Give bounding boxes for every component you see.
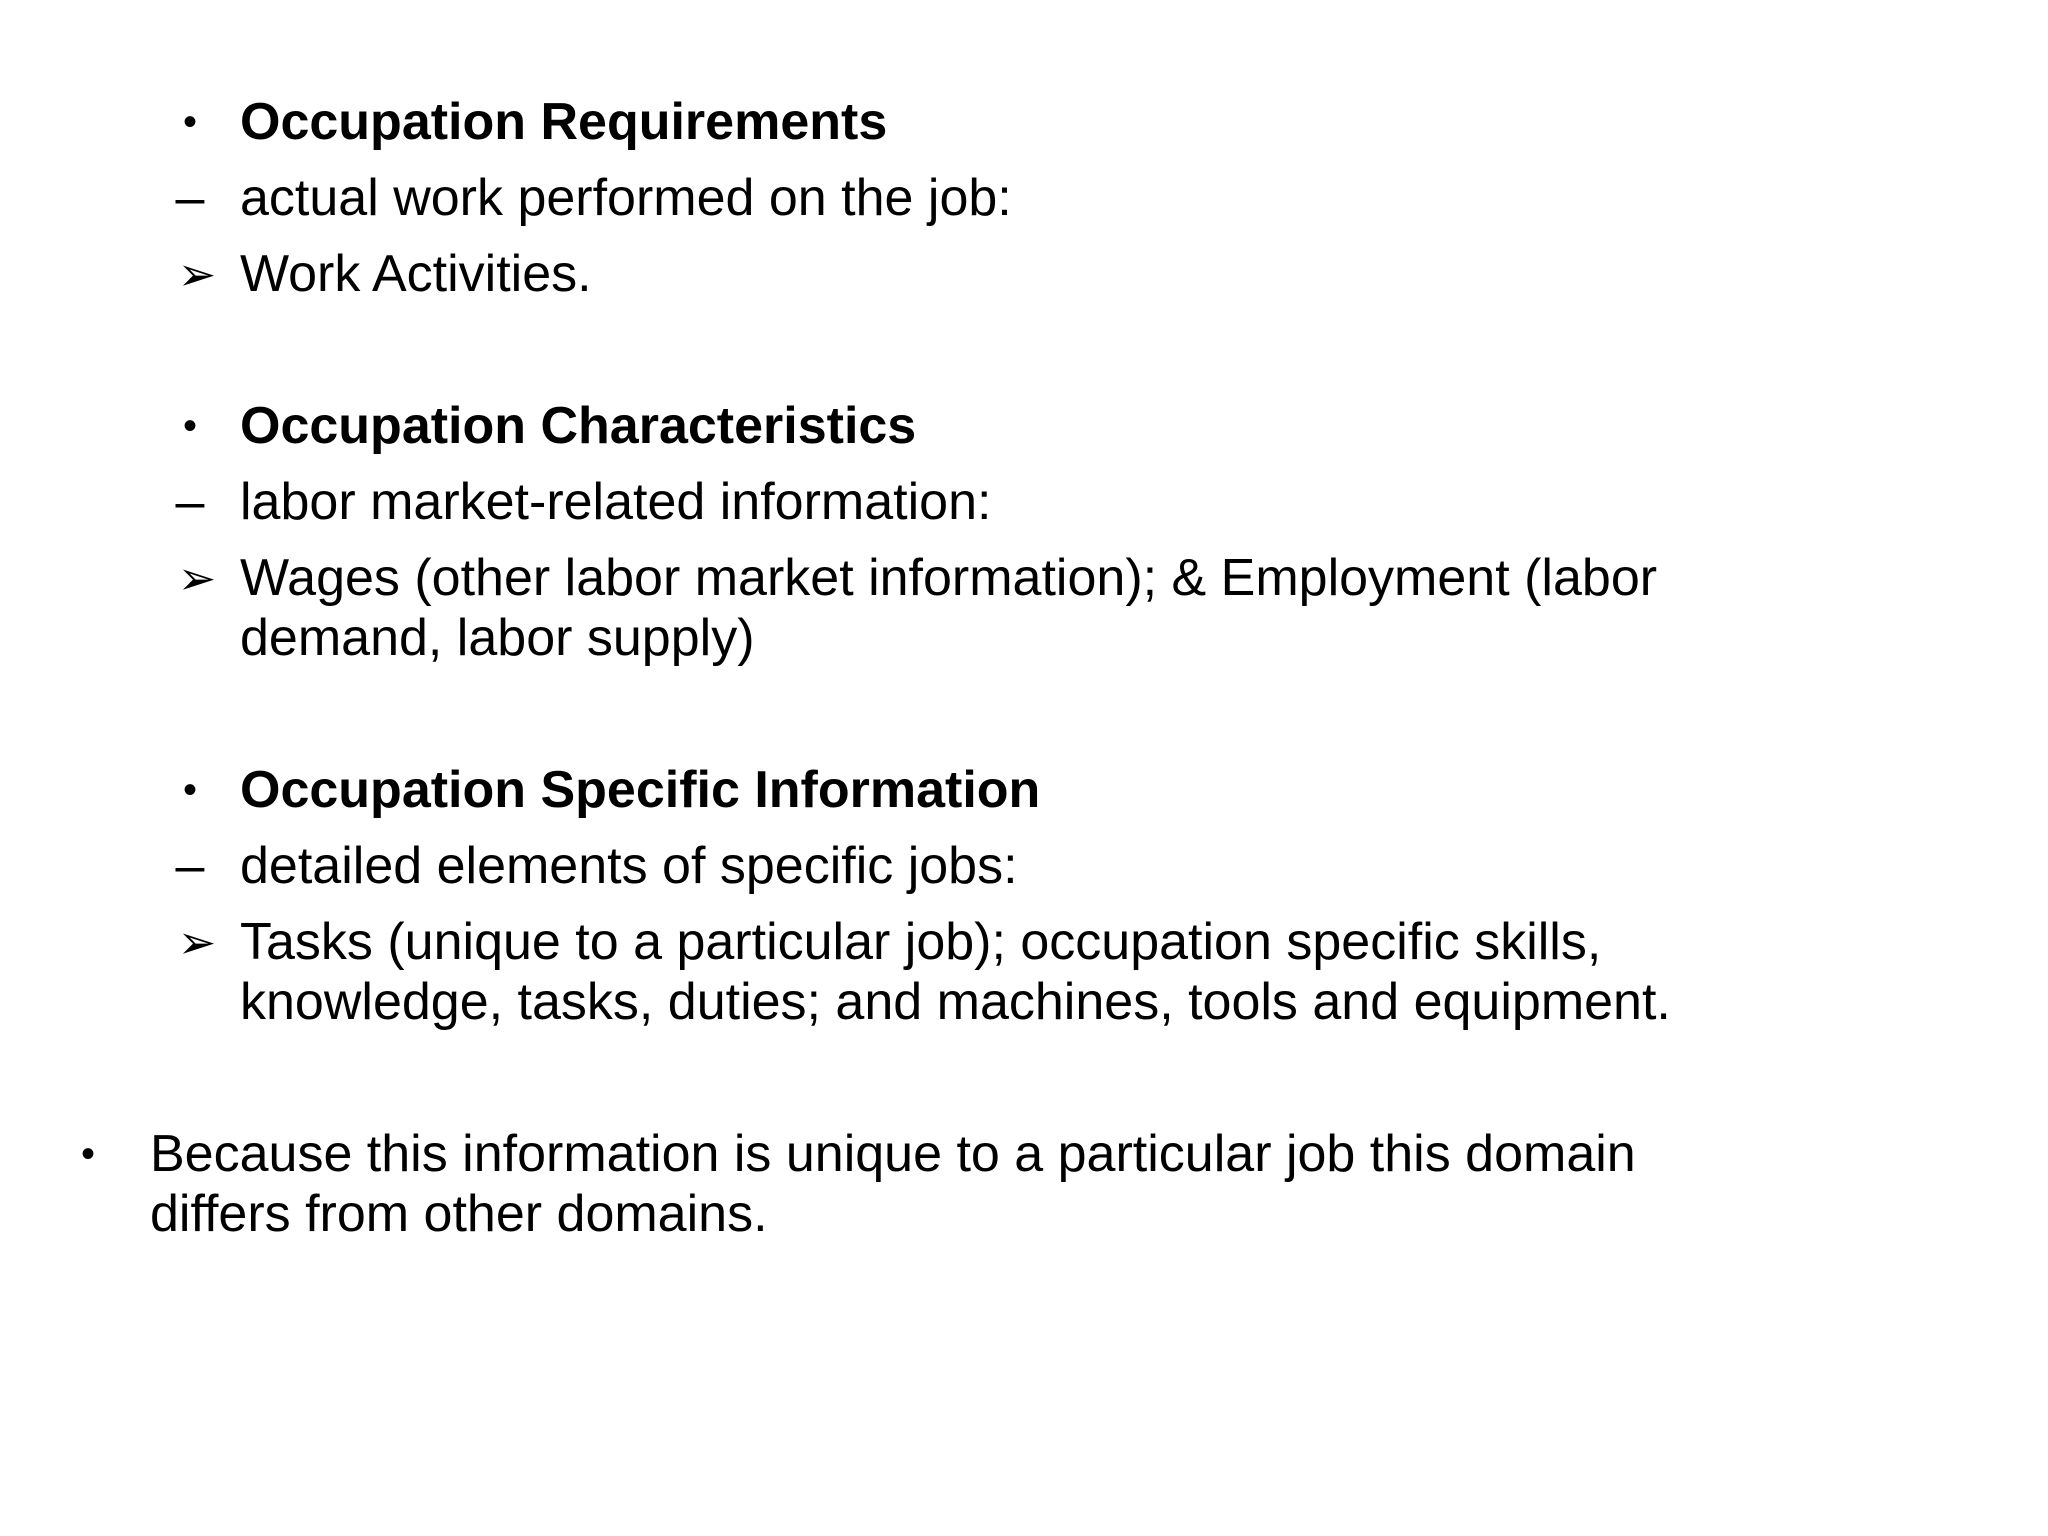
section-2-detail: Wages (other labor market information); & Employment (labor demand, labor supply) [240, 549, 1658, 667]
dash-icon: – [175, 169, 205, 227]
arrow-bullet-icon: ➢ [177, 248, 217, 300]
section-1-detail: Work Activities. [240, 245, 592, 303]
section-2-heading: Occupation Characteristics [240, 397, 917, 455]
dash-icon: – [175, 473, 205, 531]
section-2-description: labor market-related information: [240, 473, 992, 531]
section-3-detail: Tasks (unique to a particular job); occupation specific skills, knowledge, tasks, duties; and machines, tools and equipment. [240, 913, 1671, 1031]
conclusion-text: Because this information is unique to a particular job this domain differs from other domains. [150, 1125, 1636, 1243]
section-1-description: actual work performed on the job: [240, 169, 1012, 227]
section-3-heading: Occupation Specific Information [240, 761, 1041, 819]
section-3-description: detailed elements of specific jobs: [240, 837, 1018, 895]
bullet-icon: • [182, 100, 197, 144]
arrow-bullet-icon: ➢ [177, 916, 217, 968]
bullet-icon: • [182, 404, 197, 448]
bullet-icon: • [80, 1132, 95, 1176]
bullet-icon: • [182, 768, 197, 812]
dash-icon: – [175, 837, 205, 895]
section-1-heading: Occupation Requirements [240, 93, 888, 151]
arrow-bullet-icon: ➢ [177, 552, 217, 604]
